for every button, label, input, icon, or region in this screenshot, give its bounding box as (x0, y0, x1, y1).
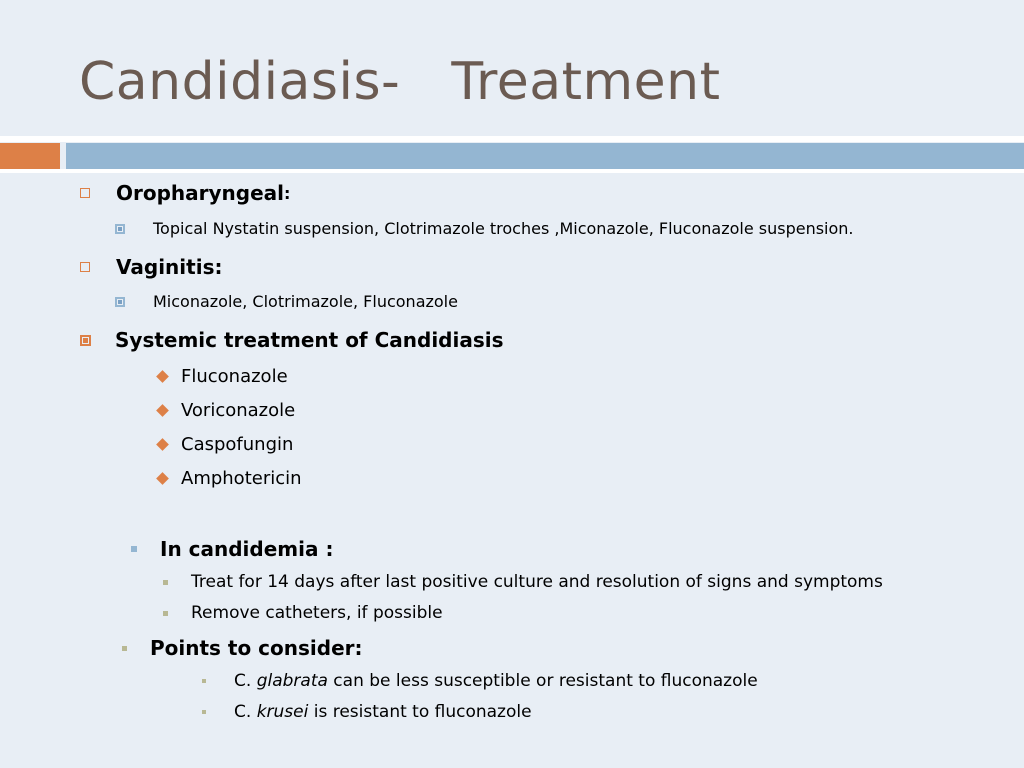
points-item-text: is resistant to fluconazole (308, 702, 532, 722)
accent-bar-orange (0, 143, 60, 169)
oropharyngeal-item: Topical Nystatin suspension, Clotrimazole troches ,Miconazole, Fluconazole suspension. (153, 219, 854, 238)
vaginitis-item: Miconazole, Clotrimazole, Fluconazole (153, 292, 458, 311)
accent-bar-blue (66, 143, 1024, 169)
species-name: krusei (256, 702, 309, 722)
points-item-prefix: C. (234, 702, 257, 722)
bullet-vaginitis (80, 255, 222, 279)
bullet-candidemia (131, 537, 333, 561)
slide-title: Candidiasis- Treatment (79, 52, 721, 112)
candidemia-item: Treat for 14 days after last positive culture and resolution of signs and symptoms (191, 572, 883, 592)
hollow-square-bullet-icon (80, 188, 90, 198)
drug-name: Voriconazole (181, 400, 296, 421)
diamond-bullet-icon (156, 404, 169, 417)
list-item-points (202, 702, 532, 722)
small-square-bullet-icon (163, 580, 168, 585)
list-item-candidemia (163, 603, 443, 623)
drug-name: Fluconazole (181, 366, 288, 387)
points-item-text: can be less susceptible or resistant to fluconazole (327, 671, 758, 691)
square-bullet-icon (115, 224, 125, 234)
hollow-square-bullet-icon (80, 262, 90, 272)
points-item-prefix: C. (234, 671, 257, 691)
oropharyngeal-heading-colon: : (284, 183, 291, 203)
list-item-candidemia (163, 572, 883, 592)
diamond-bullet-icon (156, 472, 169, 485)
diamond-bullet-icon (156, 370, 169, 383)
drug-name: Caspofungin (181, 434, 294, 455)
list-item-drug (158, 366, 288, 387)
oropharyngeal-heading: Oropharyngeal (116, 181, 285, 205)
small-square-bullet-icon (202, 679, 206, 683)
list-item-vaginitis (115, 292, 458, 311)
points-heading: Points to consider: (150, 636, 363, 660)
small-square-bullet-icon (202, 710, 206, 714)
bullet-oropharyngeal (80, 181, 290, 205)
drug-name: Amphotericin (181, 468, 302, 489)
vaginitis-heading: Vaginitis: (116, 255, 223, 279)
divider-top (0, 136, 1024, 142)
candidemia-item: Remove catheters, if possible (191, 603, 443, 623)
divider-bottom (0, 169, 1024, 173)
candidemia-heading: In candidemia : (160, 537, 334, 561)
species-name: glabrata (256, 671, 328, 691)
bullet-systemic (80, 328, 504, 352)
list-item-points (202, 671, 758, 691)
square-bullet-icon (115, 297, 125, 307)
diamond-bullet-icon (156, 438, 169, 451)
list-item-oropharyngeal (115, 219, 854, 238)
list-item-drug (158, 434, 293, 455)
list-item-drug (158, 400, 295, 421)
small-square-bullet-icon (163, 611, 168, 616)
bullet-points (122, 636, 363, 660)
small-square-bullet-icon (131, 546, 137, 552)
filled-square-bullet-icon (80, 335, 91, 346)
small-square-bullet-icon (122, 646, 127, 651)
systemic-heading: Systemic treatment of Candidiasis (115, 328, 504, 352)
list-item-drug (158, 468, 302, 489)
